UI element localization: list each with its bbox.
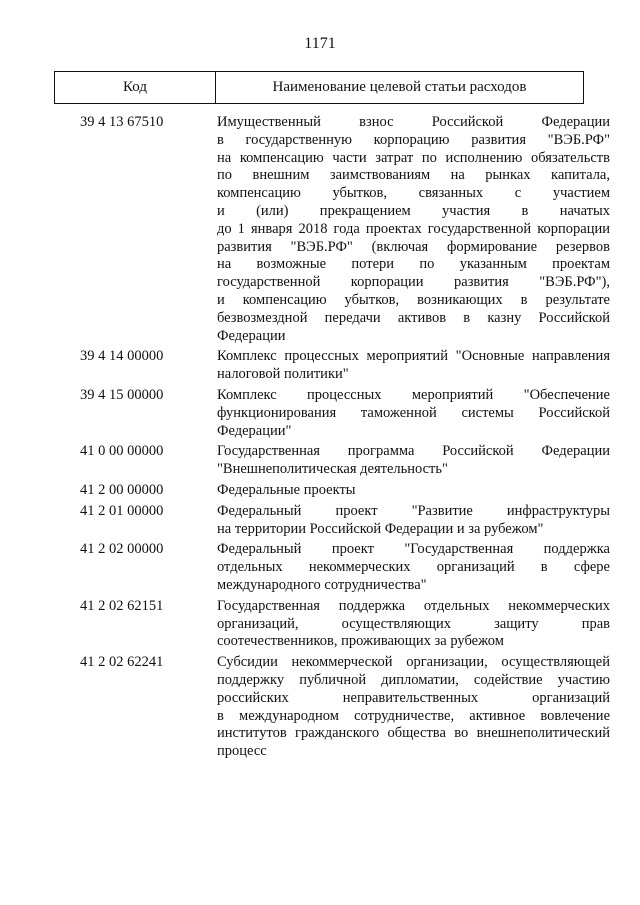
row-description bbox=[217, 443, 610, 479]
budget-rows bbox=[0, 114, 640, 761]
row-code: 41 2 02 00000 bbox=[80, 541, 164, 558]
row-description bbox=[217, 503, 610, 539]
table-row bbox=[0, 503, 640, 539]
table-row bbox=[0, 598, 640, 651]
description-line: Имущественный взнос Российской Федерации bbox=[217, 114, 610, 130]
table-row bbox=[0, 387, 640, 440]
row-description bbox=[217, 598, 610, 651]
row-description bbox=[217, 541, 610, 594]
description-line: на компенсацию части затрат по исполнению обязательств bbox=[217, 149, 610, 166]
row-code: 41 2 00 00000 bbox=[80, 481, 164, 498]
description-line: поддержку публичной дипломатии, содействие участию bbox=[217, 671, 610, 688]
row-description bbox=[217, 348, 610, 384]
table-header bbox=[54, 71, 584, 104]
row-description bbox=[217, 387, 610, 440]
description-line: и (или) прекращением участия в начатых bbox=[217, 202, 610, 219]
description-line: безвозмездной передачи активов в казну Российской bbox=[217, 309, 610, 326]
description-line: в государственную корпорацию развития "ВЭБ.РФ" bbox=[217, 131, 610, 148]
page-number: 1171 bbox=[304, 35, 336, 52]
description-line: российских неправительственных организаций bbox=[217, 689, 610, 706]
description-line: Комплекс процессных мероприятий "Основные направления bbox=[217, 348, 610, 365]
description-line: Федеральные проекты bbox=[217, 481, 356, 498]
description-line: налоговой политики" bbox=[217, 366, 349, 383]
table-row bbox=[0, 114, 640, 345]
table-row bbox=[0, 348, 640, 384]
description-line: Государственная поддержка отдельных некоммерческих bbox=[217, 597, 610, 614]
description-line: на территории Российской Федерации и за рубежом" bbox=[217, 520, 544, 537]
table-row bbox=[0, 482, 640, 500]
description-line: международного сотрудничества" bbox=[217, 576, 427, 593]
description-line: развития "ВЭБ.РФ" (включая формирование резервов bbox=[217, 238, 610, 255]
description-line: Субсидии некоммерческой организации, осуществляющей bbox=[217, 654, 610, 671]
description-line: институтов гражданского общества во внешнеполитический bbox=[217, 725, 610, 742]
description-line: Государственная программа Российской Федерации bbox=[217, 443, 610, 460]
description-line: в международном сотрудничестве, активное вовлечение bbox=[217, 707, 610, 724]
description-line: организаций, осуществляющих защиту прав bbox=[217, 615, 610, 632]
description-line: функционирования таможенной системы Российской bbox=[217, 404, 610, 421]
description-line: процесс bbox=[217, 743, 267, 760]
row-code: 39 4 13 67510 bbox=[80, 114, 164, 130]
row-description bbox=[217, 654, 610, 761]
row-code: 41 2 02 62241 bbox=[80, 654, 164, 671]
row-code: 41 2 02 62151 bbox=[80, 597, 164, 614]
description-line: "Внешнеполитическая деятельность" bbox=[217, 461, 448, 478]
row-description bbox=[217, 482, 610, 500]
row-code: 41 0 00 00000 bbox=[80, 443, 164, 460]
description-line: Комплекс процессных мероприятий "Обеспечение bbox=[217, 386, 610, 403]
row-description bbox=[217, 114, 610, 345]
description-line: и компенсацию убытков, возникающих в результате bbox=[217, 291, 610, 308]
description-line: по внешним заимствованиям на рынках капитала, bbox=[217, 167, 610, 184]
description-line: на возможные потери по указанным проектам bbox=[217, 256, 610, 273]
header-name: Наименование целевой статьи расходов bbox=[272, 79, 527, 95]
description-line: Федерации bbox=[217, 327, 286, 344]
description-line: государственной корпорации развития "ВЭБ.РФ"), bbox=[217, 274, 610, 291]
description-line: отдельных некоммерческих организаций в сфере bbox=[217, 559, 610, 576]
header-code: Код bbox=[55, 72, 216, 103]
row-code: 39 4 14 00000 bbox=[80, 348, 164, 365]
table-row bbox=[0, 654, 640, 761]
description-line: соотечественников, проживающих за рубежом bbox=[217, 633, 504, 650]
description-line: до 1 января 2018 года проектах государственной корпорации bbox=[217, 220, 610, 237]
row-code: 41 2 01 00000 bbox=[80, 502, 164, 519]
description-line: Федерации" bbox=[217, 422, 292, 439]
table-row bbox=[0, 443, 640, 479]
row-code: 39 4 15 00000 bbox=[80, 386, 164, 403]
description-line: Федеральный проект "Государственная поддержка bbox=[217, 541, 610, 558]
table-row bbox=[0, 541, 640, 594]
description-line: Федеральный проект "Развитие инфраструктуры bbox=[217, 502, 610, 519]
description-line: компенсацию убытков, связанных с участием bbox=[217, 185, 610, 202]
